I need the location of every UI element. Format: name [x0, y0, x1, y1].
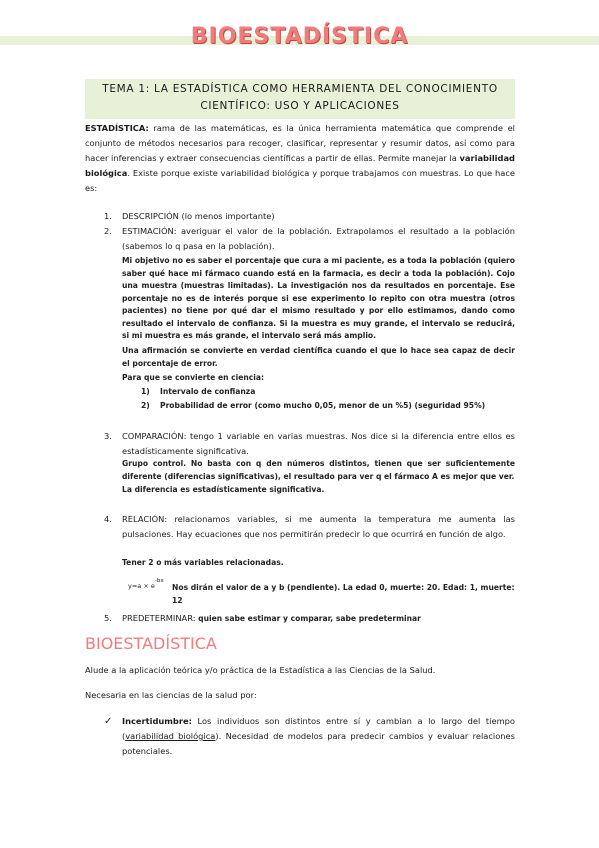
formula-exponent: -bx — [154, 578, 164, 584]
item-3-text: COMPARACIÓN: tengo 1 variable en varias muestras. Nos dice si la diferencia entre ellos es estadísticamente significativa. — [122, 431, 515, 456]
item-5-line — [122, 611, 515, 626]
item-2-text: ESTIMACIÓN: averiguar el valor de la población. Extrapolamos el resultado a la población (sabemos lo q pasa en la población). — [122, 226, 515, 251]
sub-item-2-text: Probabilidad de error (como mucho 0,05, menor de un %5) (seguridad 95%) — [160, 401, 486, 410]
item-2-detail-2: Una afirmación se convierte en verdad científica cuando el que lo hace sea capaz de decir el porcentaje de error. — [122, 346, 515, 368]
item-5-detail: quien sabe estimar y comparar, sabe predeterminar — [198, 614, 421, 623]
tema-heading-line-1: TEMA 1: LA ESTADÍSTICA COMO HERRAMIENTA DEL CONOCIMIENTO — [102, 83, 498, 95]
item-3-detail-2: La diferencia es estadísticamente significativa. — [122, 485, 325, 494]
check-text-2: ). Necesidad de modelos para predecir cambios y evaluar relaciones potenciales. — [122, 731, 515, 756]
intro-paragraph — [85, 121, 515, 196]
check-item — [122, 714, 515, 759]
item-4-number: 4. — [104, 514, 112, 524]
item-5-text: PREDETERMINAR: — [122, 613, 199, 623]
item-2-number: 2. — [104, 226, 112, 236]
item-1-text: DESCRIPCIÓN (lo menos importante) — [122, 211, 275, 221]
intro-text-2: . Existe porque existe variabilidad biológica y porque trabajamos con muestras. Lo que hace es: — [85, 168, 515, 193]
item-3-detail: Grupo control. No basta con q den números distintos, tienen que ser suficientemente diferente (diferencias significativas), el resultado para ver q el fármaco A es mejor que ver. — [122, 459, 515, 481]
item-1-number: 1. — [104, 211, 112, 221]
check-text-1: Los individuos son distintos entre sí y cambian a lo largo del tiempo ( — [122, 716, 515, 741]
formula — [128, 579, 164, 591]
formula-base: y=a × e — [128, 582, 155, 591]
item-3-number: 3. — [104, 431, 112, 441]
item-5-number: 5. — [104, 613, 112, 623]
tema-heading — [85, 79, 515, 119]
checkmark-icon: ✓ — [104, 716, 113, 727]
section-paragraph-2: Necesaria en las ciencias de la salud por: — [85, 690, 257, 700]
item-2-detail: Mi objetivo no es saber el porcentaje que cura a mi paciente, es a toda la población (quiero saber qué hace mi fármaco cuando está en la farmacia, es decir a toda la población). Cojo una muestra (muestras limitadas). La investigación nos da resultados en porcentaje. Ese porcentaje no es de interés porque si ese experimento lo repito con otra muestra (otros pacientes) no tiene por qué dar el mismo resultado y por ello estimamos, dando como resultado el intervalo de confianza. Si la muestra es muy grande, el intervalo se reducirá, si mi muestra es más grande, el intervalo será más amplio. — [122, 256, 515, 340]
tema-heading-line-2: CIENTÍFICO: USO Y APLICACIONES — [200, 100, 400, 112]
item-4-text: RELACIÓN: relacionamos variables, si me aumenta la temperatura me aumenta las pulsaciones. Hay ecuaciones que nos permitirán predecir lo que ocurrirá en función de algo. — [122, 514, 515, 539]
item-4-formula-text: Nos dirán el valor de a y b (pendiente). La edad 0, muerte: 20. Edad: 1, muerte: 12 — [172, 583, 515, 605]
section-paragraph-1: Alude a la aplicación teórica y/o práctica de la Estadística a las Ciencias de la Salud. — [85, 665, 436, 675]
item-2-detail-3: Para que se convierte en ciencia: — [122, 373, 265, 382]
sub-item-1-number: 1) — [141, 387, 150, 396]
item-4-detail: Tener 2 o más variables relacionadas. — [122, 558, 284, 567]
section-heading: BIOESTADÍSTICA — [85, 634, 217, 653]
sub-item-2-number: 2) — [141, 401, 150, 410]
intro-text-1: rama de las matemáticas, es la única herramienta matemática que comprende el conjunto de métodos necesarios para recoger, clasificar, representar y resumir datos, así como para hacer inferencias y extraer consecuencias científicas a partir de ellas. Permite manejar la — [85, 123, 515, 163]
sub-item-1-text: Intervalo de confianza — [160, 387, 256, 396]
page-title: BIOESTADÍSTICA — [190, 24, 409, 49]
intro-term: ESTADÍSTICA: — [85, 123, 149, 133]
intro-bold: variabilidad biológica — [85, 153, 515, 178]
check-underline: variabilidad biológica — [125, 731, 216, 741]
check-term: Incertidumbre: — [122, 716, 192, 726]
